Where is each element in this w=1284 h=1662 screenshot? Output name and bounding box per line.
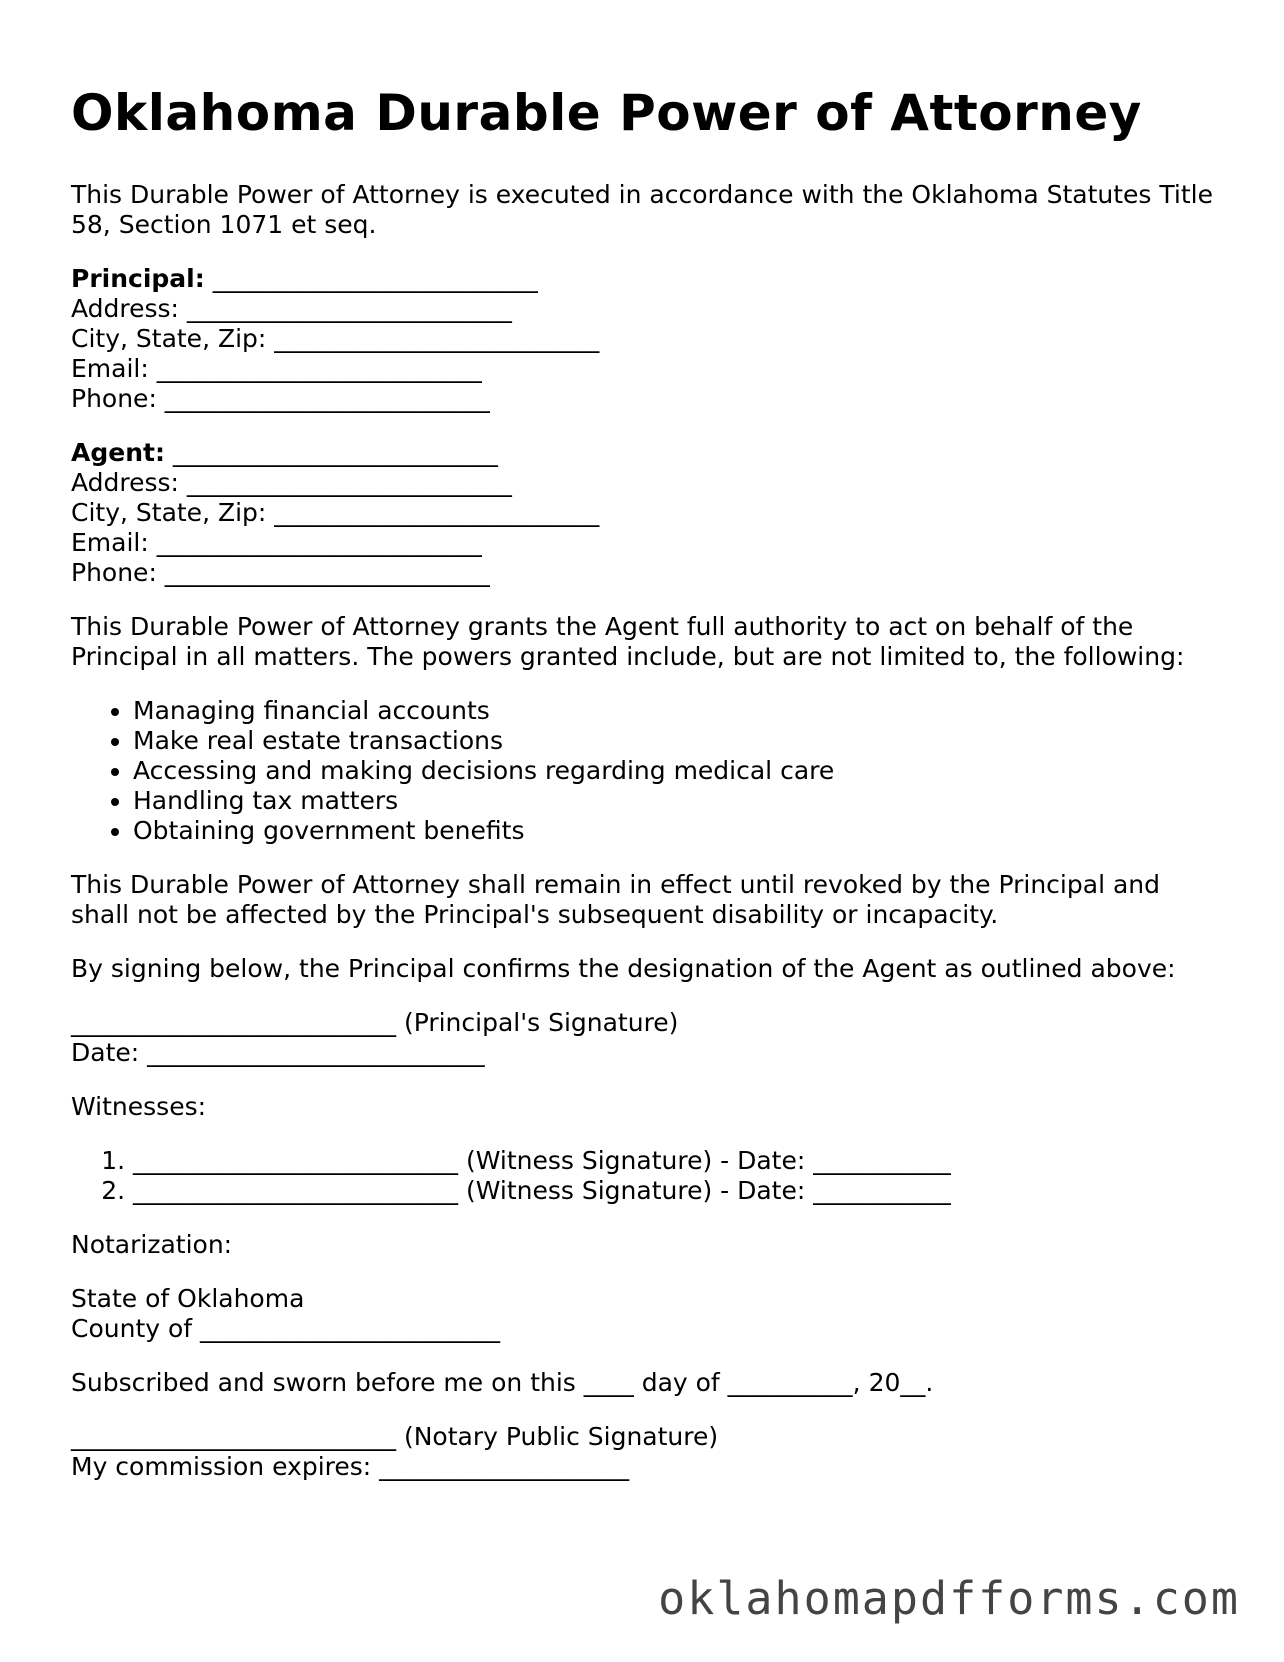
principal-phone-line: Phone: __________________________ [71, 384, 490, 413]
witness-line: 1. __________________________ (Witness Signature) - Date: ___________ [133, 1146, 1221, 1176]
list-item: • Accessing and making decisions regarding medical care [133, 756, 1221, 786]
powers-list [71, 696, 1221, 846]
principal-section [71, 264, 1221, 414]
principal-signature-section [71, 1008, 1221, 1068]
list-item: • Handling tax matters [133, 786, 1221, 816]
principal-name-line [71, 264, 1221, 294]
notary-section [71, 1422, 1221, 1482]
effect-paragraph: This Durable Power of Attorney shall remain in effect until revoked by the Principal and shall not be affected by the Principal's subsequent disability or incapacity. [71, 870, 1160, 929]
agent-city-line: City, State, Zip: __________________________ [71, 498, 600, 527]
principal-address-line: Address: __________________________ [71, 294, 512, 323]
commission-line: My commission expires: ____________________ [71, 1452, 630, 1481]
state-line: State of Oklahoma [71, 1284, 305, 1313]
witnesses-list [71, 1146, 1221, 1206]
agent-name-blank: __________________________ [164, 438, 498, 467]
witnesses-label: Witnesses: [71, 1092, 207, 1121]
grant-paragraph: This Durable Power of Attorney grants the Agent full authority to act on behalf of the Principal in all matters. The powers granted include, but are not limited to, the following: [71, 612, 1185, 671]
sworn-paragraph: Subscribed and sworn before me on this ____ day of __________, 20__. [71, 1368, 934, 1397]
agent-label: Agent: [71, 438, 165, 467]
document-page [71, 82, 1221, 1506]
agent-email-line: Email: __________________________ [71, 528, 482, 557]
venue-section [71, 1284, 1221, 1344]
intro-paragraph: This Durable Power of Attorney is executed in accordance with the Oklahoma Statutes Title 58, Section 1071 et seq. [71, 180, 1213, 239]
document-title: Oklahoma Durable Power of Attorney [71, 84, 1142, 142]
principal-label: Principal: [71, 264, 205, 293]
county-line: County of ________________________ [71, 1314, 501, 1343]
principal-email-line: Email: __________________________ [71, 354, 482, 383]
list-item: • Managing financial accounts [133, 696, 1221, 726]
list-item: • Obtaining government benefits [133, 816, 1221, 846]
principal-name-blank: __________________________ [204, 264, 538, 293]
agent-phone-line: Phone: __________________________ [71, 558, 490, 587]
agent-address-line: Address: __________________________ [71, 468, 512, 497]
watermark: oklahomapdfforms.com [658, 1572, 1240, 1625]
signing-paragraph: By signing below, the Principal confirms the designation of the Agent as outlined above: [71, 954, 1176, 983]
witness-line: 2. __________________________ (Witness Signature) - Date: ___________ [133, 1176, 1221, 1206]
principal-city-line: City, State, Zip: __________________________ [71, 324, 600, 353]
principal-date-line: Date: ___________________________ [71, 1038, 485, 1067]
notarization-label: Notarization: [71, 1230, 233, 1259]
notary-signature-line: __________________________ (Notary Public Signature) [71, 1422, 719, 1451]
agent-name-line [71, 438, 1221, 468]
list-item: • Make real estate transactions [133, 726, 1221, 756]
principal-signature-line: __________________________ (Principal's Signature) [71, 1008, 679, 1037]
agent-section [71, 438, 1221, 588]
